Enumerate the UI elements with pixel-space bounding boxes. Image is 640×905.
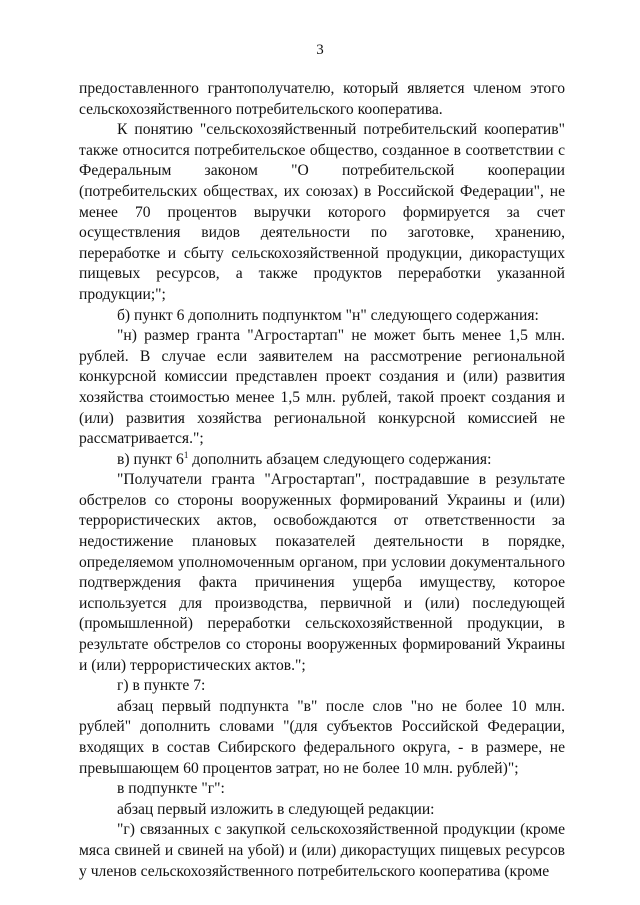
paragraph-6: "Получатели гранта "Агростартап", пострадавшие в результате обстрелов со стороны вооруженных формирований Украины и (или) террористических актов, освобождаются от ответственности за недостижение плановых показателей деятельности в порядке, определяемом уполномоченным органом, при условии документального подтверждения факта причинения ущерба имуществу, которое используется для производства, первичной и (или) последующей (промышленной) переработки сельскохозяйственной продукции, в результате обстрелов со стороны вооруженных формирований Украины и (или) террористических актов."; bbox=[79, 471, 565, 674]
paragraph-11: "г) связанных с закупкой сельскохозяйственной продукции (кроме мяса свиней и свиней на убой) и (или) дикорастущих пищевых ресурсов у членов сельскохозяйственного потребительского кооператива (кроме bbox=[79, 821, 565, 880]
paragraph-10: абзац первый изложить в следующей редакции: bbox=[117, 800, 435, 818]
paragraph-7: г) в пункте 7: bbox=[117, 677, 206, 695]
page-number: 3 bbox=[316, 42, 324, 58]
paragraph-9: в подпункте "г": bbox=[117, 780, 225, 798]
paragraph-2: К понятию "сельскохозяйственный потребительский кооператив" также относится потребительское общество, созданное в соответствии с Федеральным законом "О потребительской кооперации (потребительских обществах, их союзах) в Российской Федерации", не менее 70 процентов выручки которого формируется за счет осуществления видов деятельности по заготовке, хранению, переработке и сбыту сельскохозяйственной продукции, дикорастущих пищевых ресурсов, а также продуктов переработки указанной продукции;"; bbox=[79, 121, 565, 303]
paragraph-5 bbox=[79, 450, 565, 471]
document-body bbox=[79, 79, 565, 882]
superscript-index: 1 bbox=[183, 449, 189, 460]
paragraph-8: абзац первый подпункта "в" после слов "но не более 10 млн. рублей" дополнить словами "(для субъектов Российской Федерации, входящих в состав Сибирского федерального округа, - в размере, не превышающем 60 процентов затрат, но не более 10 млн. рублей)"; bbox=[79, 697, 565, 777]
paragraph-5-text-after: дополнить абзацем следующего содержания: bbox=[188, 450, 492, 468]
paragraph-1: предоставленного грантополучателю, который является членом этого сельскохозяйственного потребительского кооператива. bbox=[79, 80, 565, 118]
paragraph-4: "н) размер гранта "Агростартап" не может быть менее 1,5 млн. рублей. В случае если заявителем на рассмотрение региональной конкурсной комиссии представлен проект создания и (или) развития хозяйства стоимостью менее 1,5 млн. рублей, такой проект создания и (или) развития хозяйства региональной конкурсной комиссией не рассматривается."; bbox=[79, 327, 565, 448]
paragraph-3: б) пункт 6 дополнить подпунктом "н" следующего содержания: bbox=[117, 306, 539, 324]
paragraph-5-text: в) пункт 6 bbox=[117, 450, 184, 468]
